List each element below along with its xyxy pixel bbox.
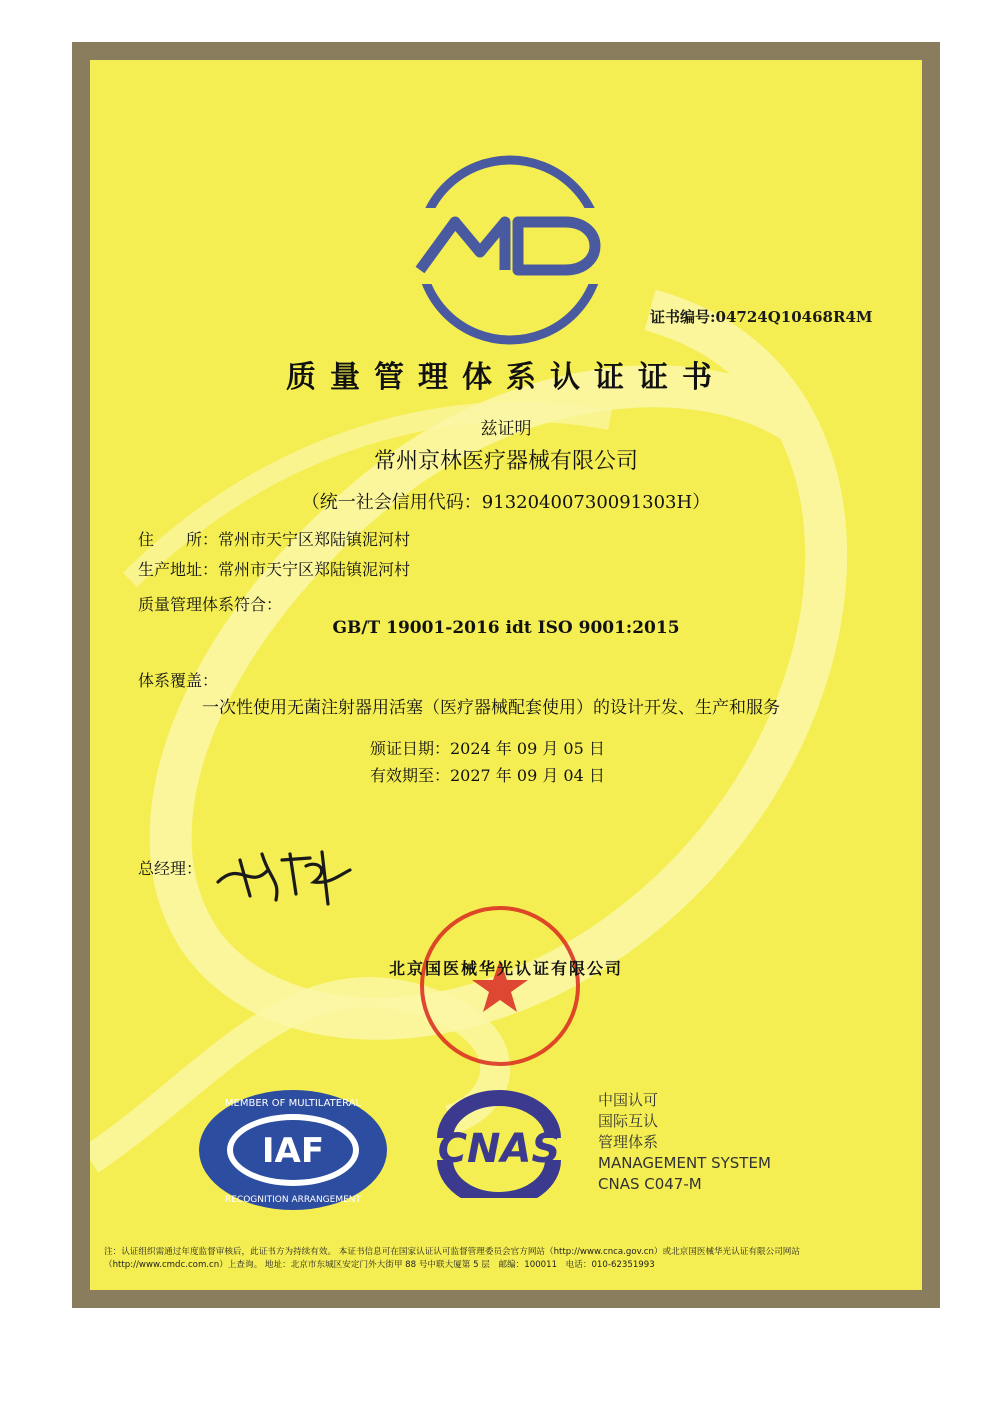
cnas-line-5: CNAS C047-M: [598, 1175, 702, 1193]
conformance-label: 质量管理体系符合：: [138, 595, 283, 614]
signature-image: [210, 830, 360, 910]
issuer-name: 北京国医械华光认证有限公司: [388, 959, 623, 978]
certificate-title: 质量管理体系认证证书: [286, 360, 726, 395]
certificate-number: [650, 306, 873, 327]
md-logo: [400, 130, 620, 370]
cnas-line-1: 中国认可: [598, 1091, 659, 1109]
hereby-text: 兹证明: [480, 419, 532, 439]
production-address-value: 常州市天宁区郑陆镇泥河村: [218, 560, 411, 579]
issue-date: 颁证日期：2024 年 09 月 05 日: [370, 739, 605, 758]
certificate-number-value: 04724Q10468R4M: [715, 308, 873, 326]
address-value: 常州市天宁区郑陆镇泥河村: [218, 530, 411, 549]
cnas-line-3: 管理体系: [598, 1133, 659, 1151]
coverage-label: 体系覆盖：: [138, 671, 219, 690]
cnas-line-2: 国际互认: [598, 1112, 659, 1130]
expiry-date: 有效期至：2027 年 09 月 04 日: [370, 766, 605, 785]
production-address-row: [138, 557, 410, 580]
cnas-caption: [598, 1090, 771, 1195]
company-name: 常州京林医疗器械有限公司: [373, 449, 638, 474]
iaf-top-text: MEMBER OF MULTILATERAL: [224, 1098, 362, 1109]
credit-code: （统一社会信用代码：91320400730091303H）: [301, 492, 711, 513]
address-label: 住 所：: [138, 530, 219, 549]
cnas-line-4: MANAGEMENT SYSTEM: [598, 1154, 771, 1172]
general-manager-label: 总经理：: [138, 859, 203, 878]
standard-text: GB/T 19001-2016 idt ISO 9001:2015: [332, 618, 680, 638]
certificate-paper: [90, 60, 922, 1290]
certificate-number-label: 证书编号:: [650, 308, 716, 326]
address-row: [138, 527, 410, 550]
iaf-mark-text: IAF: [261, 1131, 325, 1171]
production-address-label: 生产地址：: [138, 560, 219, 579]
cnas-mark-text: CNAS: [437, 1126, 561, 1172]
cnas-logo: [415, 1088, 583, 1198]
footnote: 注：认证组织需通过年度监督审核后，此证书方为持续有效。 本证书信息可在国家认证认可监督管理委员会官方网站（http://www.cnca.gov.cn）或北京国医械华光认证有限公司网站（http://www.cmdc.com.cn）上查询。 地址：北京市东城区安定门外大街甲 88 号中联大厦第 5 层 邮编：100011 电话：010-62351993: [104, 1247, 800, 1270]
iaf-logo: [195, 1086, 391, 1214]
official-seal: [416, 902, 584, 1070]
scope-text: 一次性使用无菌注射器用活塞（医疗器械配套使用）的设计开发、生产和服务: [202, 698, 780, 718]
iaf-bottom-text: RECOGNITION ARRANGEMENT: [224, 1195, 362, 1205]
